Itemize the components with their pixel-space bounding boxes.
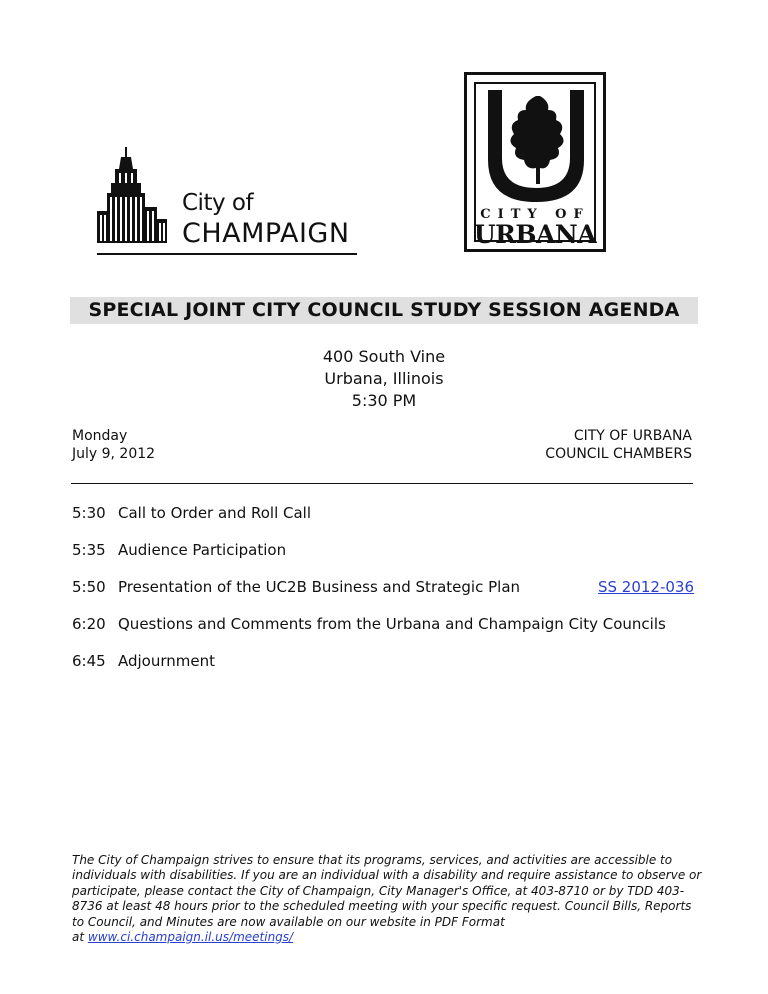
urbana-logo-name: URBANA (473, 220, 597, 249)
urbana-logo-city-of: CITY OF (480, 207, 590, 222)
meeting-date: July 9, 2012 (72, 446, 156, 462)
agenda-item-time: 6:45 (72, 652, 106, 670)
agenda-item-time: 5:35 (72, 541, 106, 559)
agenda-item-time: 5:30 (72, 504, 106, 522)
agenda-item-text: Audience Participation (118, 541, 287, 559)
accessibility-notice-text: The City of Champaign strives to ensure that its programs, services, and activities are accessible to individuals with disabilities. If you are an individual with a disability and require assistance to observe or participate, please contact the City of Champaign, City Manager's Office, at 403-8710 or by TDD 403-8736 at least 48 hours prior to the scheduled meeting with your specific request. Council Bills, Reports to Council, and Minutes are now available on our website in PDF Format (72, 853, 702, 929)
address-street: 400 South Vine (322, 347, 446, 366)
agenda-item-text: Presentation of the UC2B Business and Strategic Plan (118, 578, 521, 596)
meeting-time: 5:30 PM (351, 391, 417, 410)
meeting-day: Monday (72, 428, 128, 444)
agenda-item-text: Call to Order and Roll Call (118, 504, 312, 522)
accessibility-notice-prefix: at (72, 930, 88, 945)
meeting-location-line-1: CITY OF URBANA (573, 428, 692, 444)
agenda-item-time: 5:50 (72, 578, 106, 596)
agenda-item-time: 6:20 (72, 615, 106, 633)
agenda-item-text: Questions and Comments from the Urbana and Champaign City Councils (118, 615, 666, 633)
meeting-location-line-2: COUNCIL CHAMBERS (545, 446, 692, 462)
divider (71, 483, 693, 484)
address-city: Urbana, Illinois (324, 369, 444, 388)
agenda-item-text: Adjournment (118, 652, 216, 670)
champaign-logo-name: CHAMPAIGN (182, 218, 350, 249)
page-title: SPECIAL JOINT CITY COUNCIL STUDY SESSION AGENDA (88, 299, 680, 321)
meetings-website-link[interactable]: www.ci.champaign.il.us/meetings/ (87, 930, 294, 945)
champaign-logo-underline (97, 253, 357, 255)
urbana-leaf-icon (476, 84, 596, 208)
accessibility-notice (72, 853, 702, 945)
agenda-item-reference-link[interactable]: SS 2012-036 (597, 578, 694, 596)
champaign-logo-city-of: City of (182, 190, 254, 216)
